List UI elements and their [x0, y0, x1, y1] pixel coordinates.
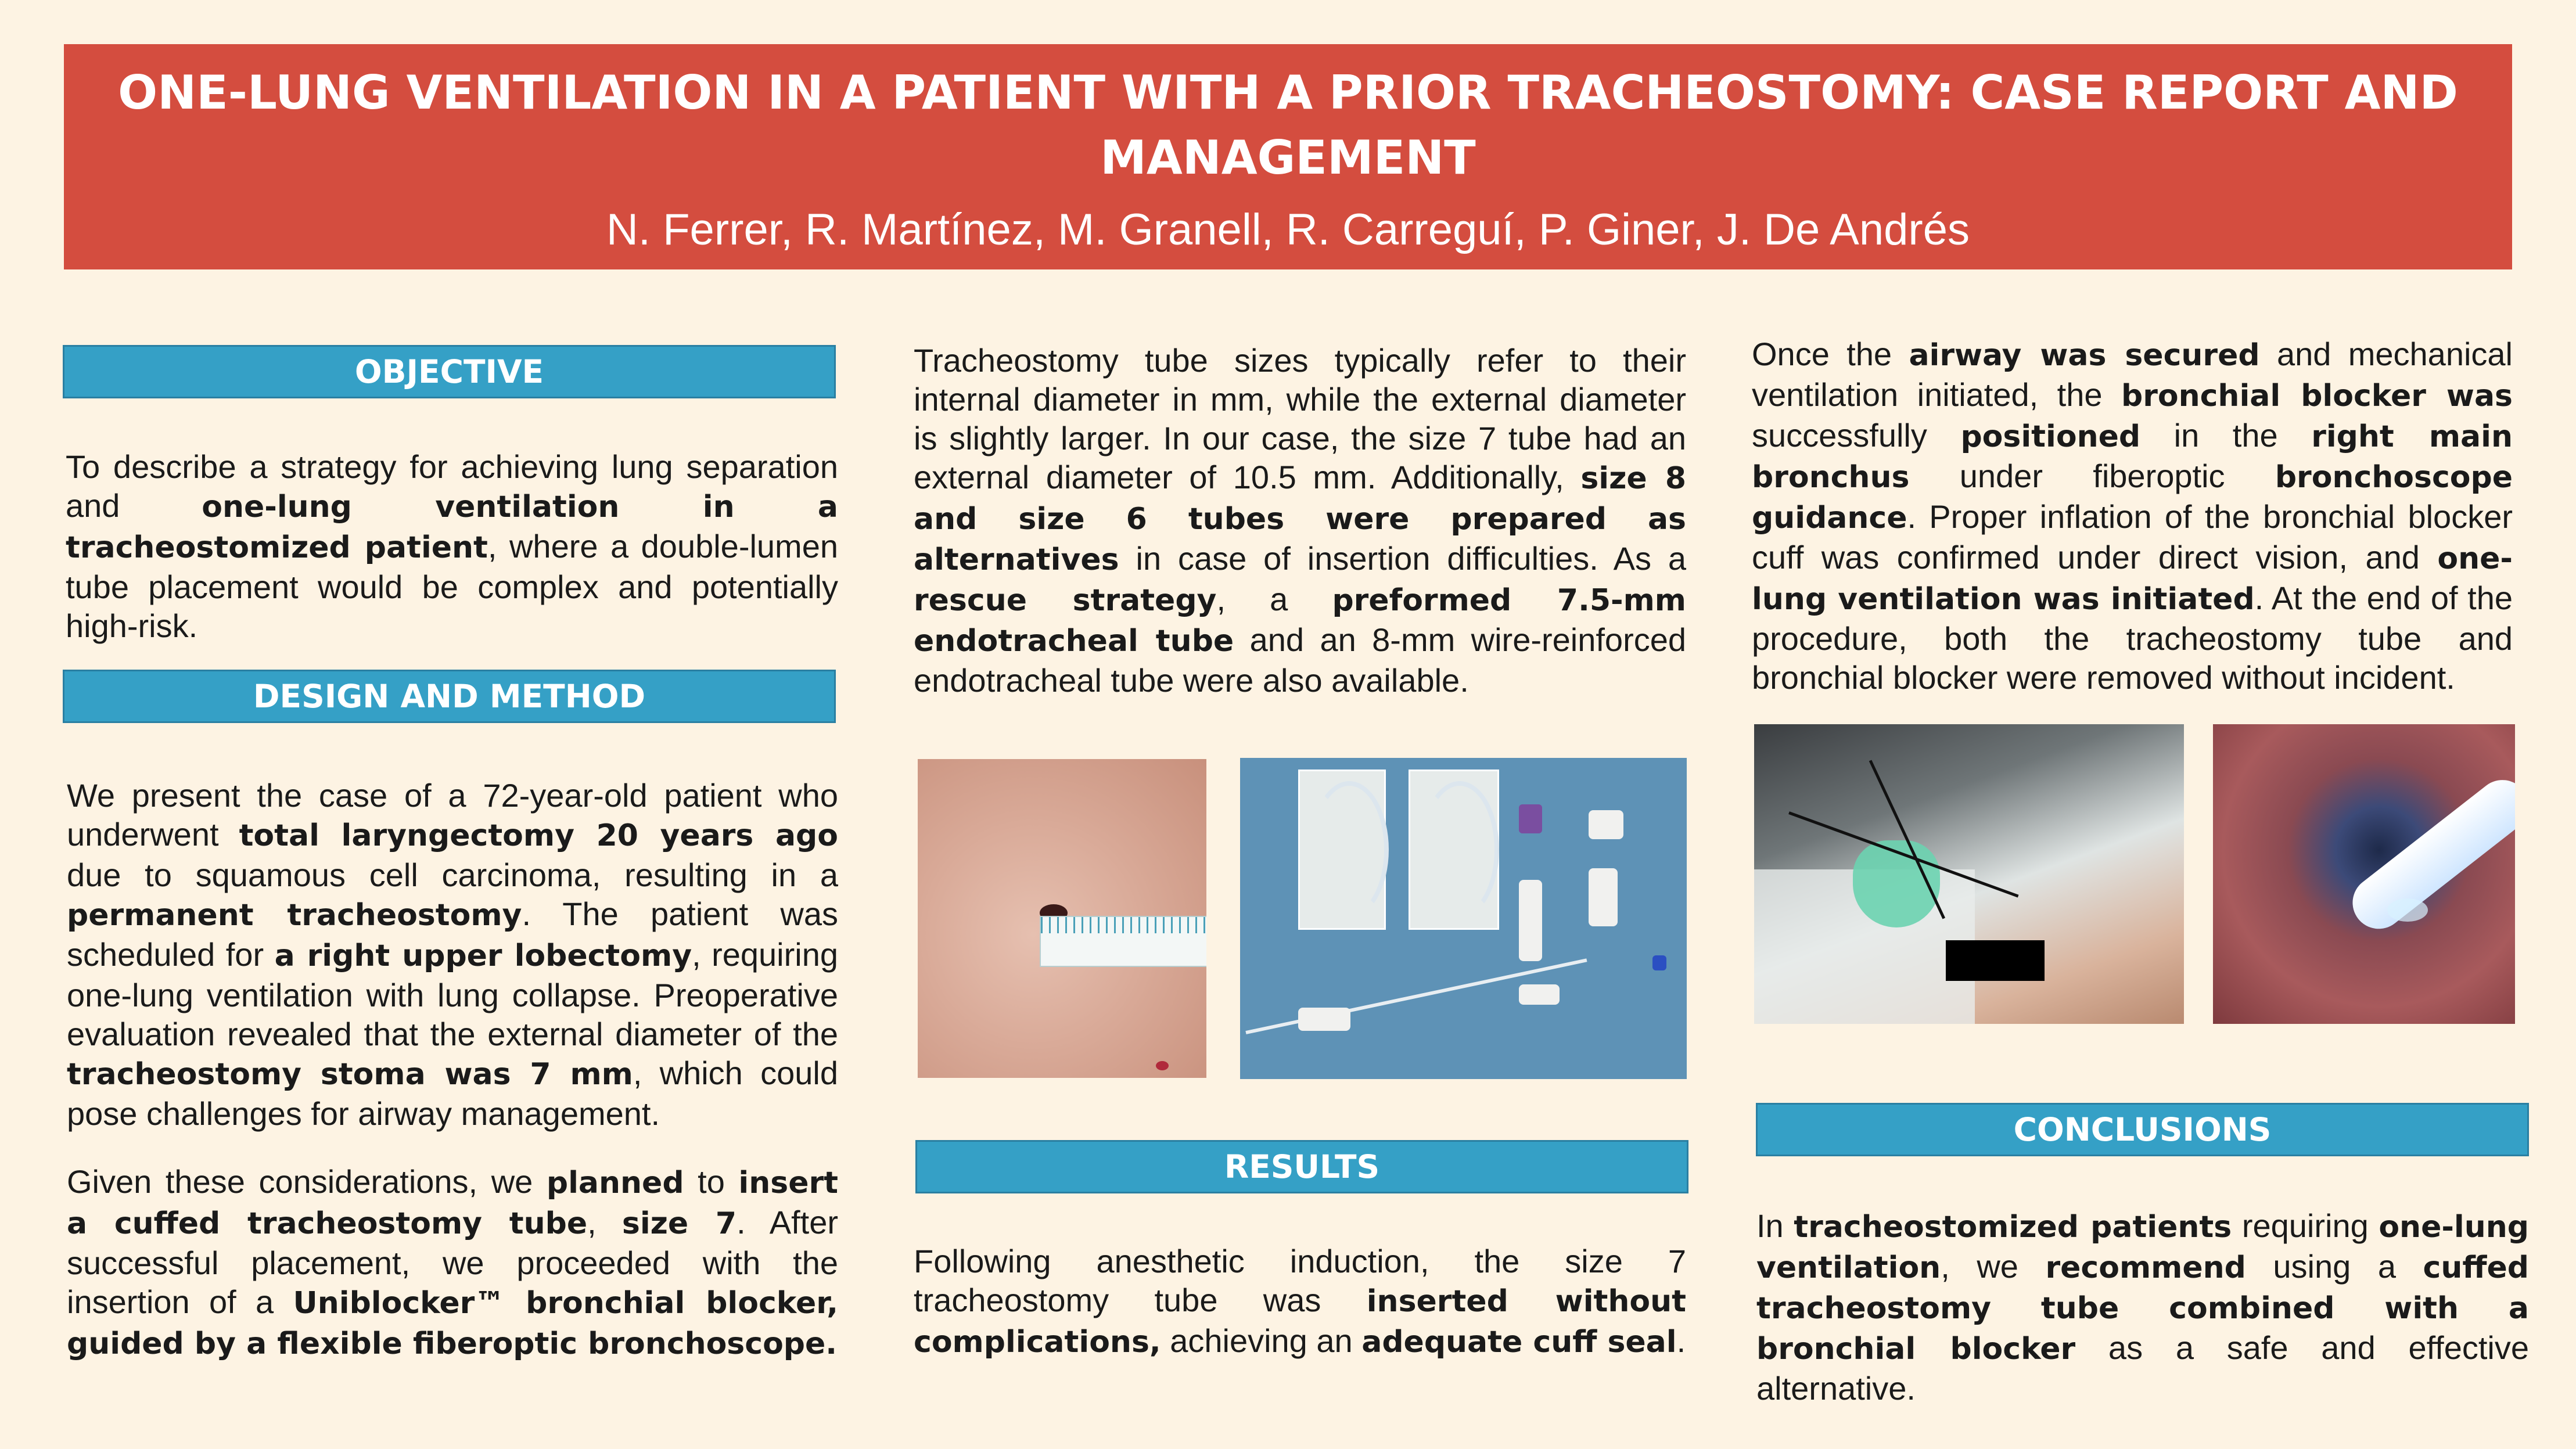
design-text-2: Given these considerations, we planned to insert a cuffed tracheostomy tube, size 7. After successful placement, we proceeded with the insertion of a Uniblocker™ bronchial blocker, guided by a flexible fiberoptic bronchoscope. [67, 1163, 839, 1361]
scope-shape [2342, 770, 2515, 940]
design-heading: DESIGN AND METHOD [63, 670, 836, 723]
photo-bronchoscopy-view [2213, 724, 2515, 1024]
tube-shape-2 [1420, 781, 1499, 918]
skin-mark-shape [1156, 1061, 1169, 1070]
ruler-shape [1040, 916, 1206, 967]
photo-tracheostomy-stoma [918, 759, 1206, 1078]
syringe-shape [1519, 880, 1542, 961]
objective-text: To describe a strategy for achieving lung separation and one-lung ventilation in a tracheostomized patient, where a double-lumen tube placement would be complex and potentially high-risk. [66, 448, 838, 644]
blocker-hub [1298, 1008, 1350, 1031]
conclusions-heading: CONCLUSIONS [1756, 1103, 2529, 1156]
poster-title: ONE-LUNG VENTILATION IN A PATIENT WITH A PRIOR TRACHEOSTOMY: CASE REPORT AND MANAGEMENT [118, 66, 2458, 185]
photo-airway-equipment [1240, 758, 1687, 1079]
poster-header [64, 44, 2512, 269]
poster-authors: N. Ferrer, R. Martínez, M. Granell, R. Carreguí, P. Giner, J. De Andrés [606, 205, 1970, 254]
design-text-1: We present the case of a 72-year-old patient who underwent total laryngectomy 20 years ago due to squamous cell carcinoma, resulting in a permanent tracheostomy. The patient was scheduled for a right upper lobectomy, requiring one-lung ventilation with lung collapse. Preoperative evaluation revealed that the external diameter of the tracheostomy stoma was 7 mm, which could pose challenges for airway management. [67, 777, 839, 1132]
glint-shape [2387, 898, 2428, 922]
connector-white [1589, 810, 1623, 839]
blocker-tag [1519, 984, 1560, 1005]
privacy-bar [1946, 940, 2045, 981]
right-text: Once the airway was secured and mechanical ventilation initiated, the bronchial blocker was successfully positioned in the right main bronchus under fiberoptic bronchoscope guidance. Proper inflation of the bronchial blocker cuff was confirmed under direct vision, and one-lung ventilation was initiated. At the end of the procedure, both the tracheostomy tube and bronchial blocker were removed without incident. [1752, 336, 2513, 696]
results-text: Following anesthetic induction, the size 7 tracheostomy tube was inserted without complications, achieving an adequate cuff seal. [914, 1243, 1687, 1360]
middle-text: Tracheostomy tube sizes typically refer to their internal diameter in mm, while the external diameter is slightly larger. In our case, the size 7 tube had an external diameter of 10.5 mm. Additionally, size 8 and size 6 tubes were prepared as alternatives in case of insertion difficulties. As a rescue strategy, a preformed 7.5-mm endotracheal tube and an 8-mm wire-reinforced endotracheal tube were also available. [914, 342, 1687, 699]
objective-heading: OBJECTIVE [63, 345, 836, 398]
connector-blue [1652, 955, 1666, 970]
conclusions-text: In tracheostomized patients requiring one-lung ventilation, we recommend using a cuffed tracheostomy tube combined with a bronchial blocker as a safe and effective alternative. [1756, 1207, 2530, 1407]
tube-shape-1 [1310, 781, 1389, 918]
cuff-shape [1589, 868, 1618, 926]
photo-operating-room [1754, 724, 2184, 1024]
connector-purple [1519, 804, 1542, 833]
results-heading: RESULTS [915, 1140, 1688, 1193]
